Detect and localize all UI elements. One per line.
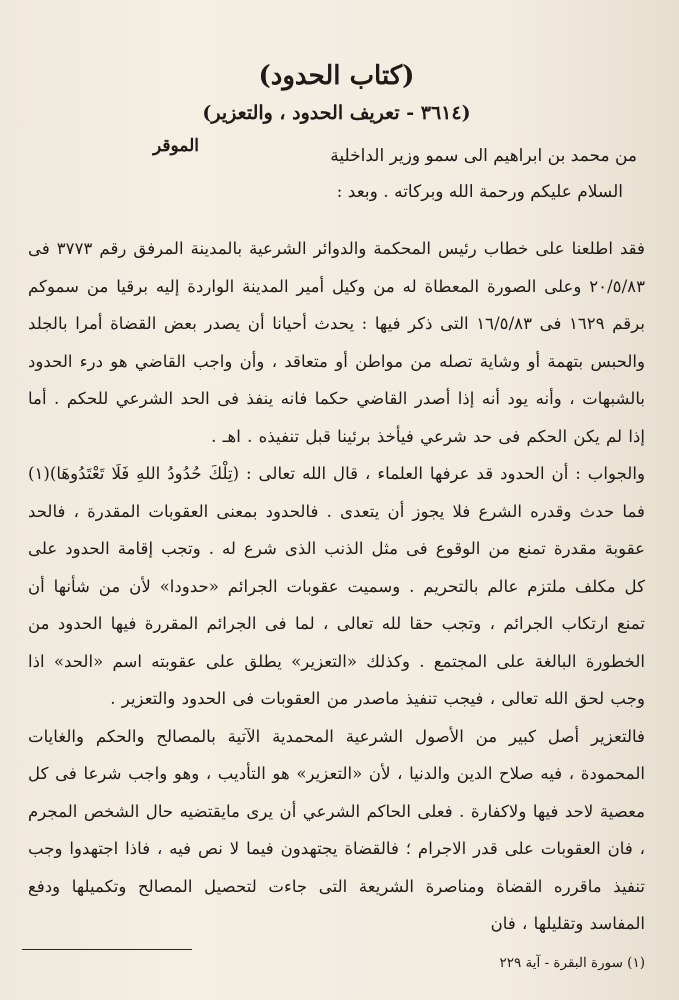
letter-salutation: السلام عليكم ورحمة الله وبركاته . وبعد :	[336, 182, 623, 202]
letter-recipient-tag: الموقر	[153, 136, 200, 156]
section-title: (٣٦١٤ - تعريف الحدود ، والتعزير)	[202, 102, 471, 124]
paragraph-tazir: فالتعزير أصل كبير من الأصول الشرعية المحمدية الآتية بالمصالح والحكم والغايات المحمودة ، فيه صلاح الدين والدنيا ، لأن «التعزير» هو التأديب ، وهو واجب شرعا فى كل معصية لاحد فيها ولاكفارة . فعلى الحاكم الشرعي أن يرى مايقتضيه حال الشخص المجرم ، فان العقوبات على قدر الاجرام ؛ فالقضاة يجتهدون فيما لا نص فيه ، فاذا اجتهدوا وجب تنفيذ ماقرره القضاة ومناصرة الشريعة التى جاءت لتحصيل المصالح وتكميلها ودفع المفاسد وتقليلها ، فان	[28, 726, 645, 933]
footnote: (١) سورة البقرة - آية ٢٢٩	[499, 954, 645, 971]
paragraph-answer: والجواب : أن الحدود قد عرفها العلماء ، قال الله تعالى : (تِلْكَ حُدُودُ اللهِ فَلَا تَعْتَدُوهَا)(١) فما حدث وقدره الشرع فلا يجوز أن يتعدى . فالحدود بمعنى العقوبات المقدرة ، فالحد عقوبة مقدرة تمنع من الوقوع فى مثل الذنب الذى شرع له . وتجب إقامة الحدود على كل مكلف ملتزم عالم بالتحريم . وسميت عقوبات الجرائم «حدودا» لأن من شأنها أن تمنع ارتكاب الجرائم ، وتجب حقا لله تعالى ، لما فى الجرائم المقررة فيها الحدود من الخطورة البالغة على المجتمع . وكذلك «التعزير» يطلق على عقوبته اسم «الحد» اذا وجب لحق الله تعالى ، فيجب تنفيذ ماصدر من العقوبات فى الحدود والتعزير .	[28, 464, 645, 708]
footnote-divider	[22, 949, 192, 950]
letter-from-line: من محمد بن ابراهيم الى سمو وزير الداخلية	[330, 146, 637, 166]
book-title: (كتاب الحدود)	[258, 61, 415, 91]
paragraph-inquiry: فقد اطلعنا على خطاب رئيس المحكمة والدوائر الشرعية بالمدينة المرفق رقم ٣٧٧٣ فى ٢٠/٥/٨٣ وعلى الصورة المعطاة له من وكيل أمير المدينة الواردة إليه برقيا من سموكم برقم ١٦٢٩ فى ١٦/٥/٨٣ التى ذكر فيها : يحدث أحيانا أن يصدر بعض القضاة أمرا بالجلد والحبس بتهمة أو وشاية تصله من مواطن أو متعاقد ، وأن واجب القاضي هو درء الحدود بالشبهات ، وأنه يود أنه إذا أصدر القاضي حكما فانه ينفذ فى الحد الشرعي للحكم . أما إذا لم يكن الحكم فى حد شرعي فيأخذ برئينا قبل تنفيذه . اهـ .	[28, 239, 645, 446]
body-text	[28, 230, 645, 943]
letter-header	[28, 136, 645, 230]
